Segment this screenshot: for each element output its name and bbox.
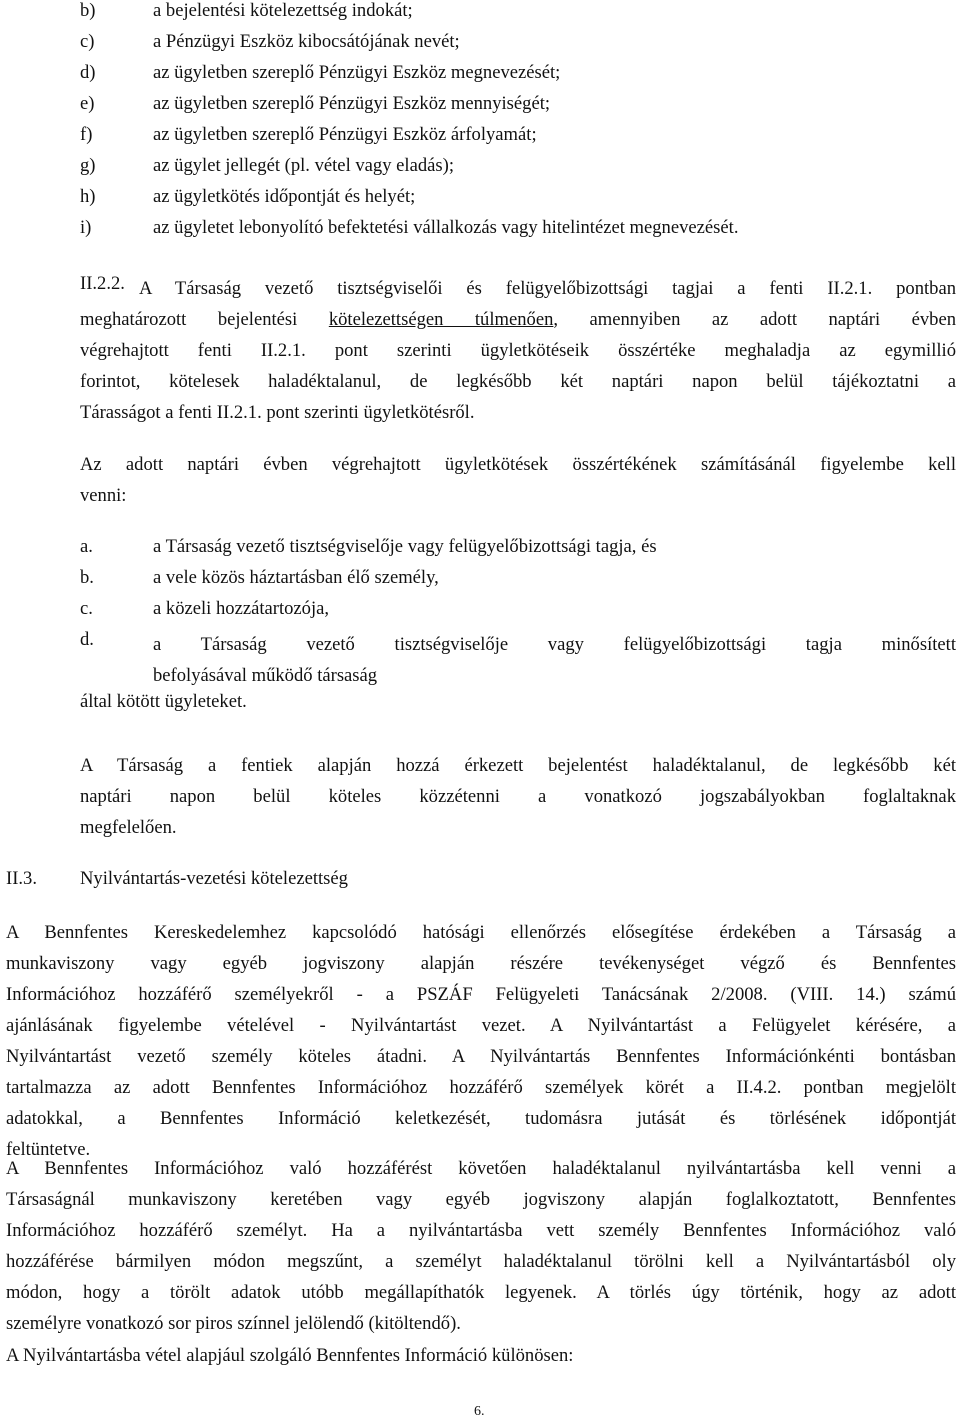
paragraph-line: módon, hogy a törölt adatok utóbb megállapíthatók legyenek. A törlés úgy történik, hogy az adott — [6, 1282, 956, 1303]
list-item-label: i) — [80, 217, 92, 238]
list-item-label: d) — [80, 62, 96, 83]
paragraph-line: személyre vonatkozó sor piros színnel jelölendő (kitöltendő). — [6, 1313, 461, 1334]
list-item-text: az ügyletkötés időpontját és helyét; — [153, 186, 416, 207]
section-222-paragraph — [80, 273, 956, 428]
list-item-text: az ügyletet lebonyolító befektetési vállalkozás vagy hitelintézet megnevezését. — [153, 217, 739, 238]
list-item-label: a. — [80, 536, 93, 557]
paragraph-line: forintot, kötelesek haladéktalanul, de legkésőbb két naptári napon belül tájékoztatni a — [80, 371, 956, 392]
paragraph-line: munkaviszony vagy egyéb jogviszony alapján részére tevékenységet végző és Bennfentes — [6, 953, 956, 974]
list-item-label: g) — [80, 155, 96, 176]
list-item-text: az ügyletben szereplő Pénzügyi Eszköz megnevezését; — [153, 62, 561, 83]
paragraph-line: A Bennfentes Információhoz való hozzáférést követően haladéktalanul nyilvántartásba kell venni a — [6, 1158, 956, 1179]
paragraph-line: Az adott naptári évben végrehajtott ügyletkötések összértékének számításánál figyelembe kell — [80, 454, 956, 475]
paragraph-line: ajánlásának figyelembe vételével - Nyilvántartást vezet. A Nyilvántartást a Felügyelet kérésére, a — [6, 1015, 956, 1036]
paragraph-line: A Társaság a fentiek alapján hozzá érkezett bejelentést haladéktalanul, de legkésőbb két — [80, 755, 956, 776]
publish-paragraph — [80, 750, 956, 843]
paragraph-line: Információhoz hozzáférő személyt. Ha a nyilvántartásba vett személy Bennfentes Információhoz való — [6, 1220, 956, 1241]
paragraph-line: feltüntetve. — [6, 1139, 91, 1160]
list-item-text: az ügylet jellegét (pl. vétel vagy eladás); — [153, 155, 454, 176]
list-item-text: a Társaság vezető tisztségviselője vagy felügyelőbizottsági tagja, és — [153, 536, 657, 557]
paragraph-line: hozzáférése bármilyen módon megszűnt, a személyt haladéktalanul törölni kell a Nyilvántartásból oly — [6, 1251, 956, 1272]
section-number: II.3. — [6, 868, 37, 889]
list-item-text — [153, 629, 956, 691]
paragraph-line: meghatározott bejelentési kötelezettségen túlmenően, amennyiben az adott naptári évben — [80, 309, 956, 330]
page-number: 6. — [474, 1404, 485, 1419]
list-item-text: a vele közös háztartásban élő személy, — [153, 567, 439, 588]
paragraph-line: Nyilvántartást vezető személy köteles átadni. A Nyilvántartás Bennfentes Információnkénti bontásban — [6, 1046, 956, 1067]
calc-outro: által kötött ügyleteket. — [80, 691, 247, 712]
list-item-label: b) — [80, 0, 96, 21]
list-item-text: a Pénzügyi Eszköz kibocsátójának nevét; — [153, 31, 460, 52]
list-item-label: e) — [80, 93, 95, 114]
paragraph-line: Tárasságot a fenti II.2.1. pont szerinti ügyletkötésről. — [80, 402, 475, 423]
list-item-label: c) — [80, 31, 95, 52]
list-item-label: b. — [80, 567, 94, 588]
section-title: Nyilvántartás-vezetési kötelezettség — [80, 868, 348, 889]
paragraph-line: végrehajtott fenti II.2.1. pont szerinti ügyletkötéseik összértéke meghaladja az egymillió — [80, 340, 956, 361]
paragraph-line: tartalmazza az adott Bennfentes Információhoz hozzáférő személyek körét a II.4.2. pontban megjelölt — [6, 1077, 956, 1098]
calc-intro-paragraph — [80, 449, 956, 511]
paragraph-line: a Társaság vezető tisztségviselője vagy felügyelőbizottsági tagja minősített — [153, 634, 956, 655]
paragraph-line: megfelelően. — [80, 817, 177, 838]
record-keeping-paragraph — [6, 917, 956, 1165]
list-item-text: az ügyletben szereplő Pénzügyi Eszköz árfolyamát; — [153, 124, 537, 145]
list-item-label: c. — [80, 598, 93, 619]
list-item-text: a közeli hozzátartozója, — [153, 598, 330, 619]
list-item-label: h) — [80, 186, 96, 207]
paragraph-line: befolyásával működő társaság — [153, 665, 378, 686]
paragraph-line: Információhoz hozzáférő személyekről - a PSZÁF Felügyeleti Tanácsának 2/2008. (VIII. 14.) számú — [6, 984, 956, 1005]
closing-sentence: A Nyilvántartásba vétel alapjául szolgáló Bennfentes Információ különösen: — [6, 1345, 574, 1366]
paragraph-line: A Társaság vezető tisztségviselői és felügyelőbizottsági tagjai a fenti II.2.1. pontban — [139, 278, 956, 299]
paragraph-line: A Bennfentes Kereskedelemhez kapcsolódó hatósági ellenőrzés elősegítése érdekében a Társaság a — [6, 922, 956, 943]
paragraph-line: adatokkal, a Bennfentes Információ keletkezését, tudomásra jutását és törlésének időpontját — [6, 1108, 956, 1129]
list-item-label: f) — [80, 124, 93, 145]
paragraph-line: naptári napon belül köteles közzétenni a vonatkozó jogszabályokban foglaltaknak — [80, 786, 956, 807]
list-item-label: d. — [80, 629, 94, 650]
list-item-text: a bejelentési kötelezettség indokát; — [153, 0, 413, 21]
paragraph-line: venni: — [80, 485, 127, 506]
section-number: II.2.2. — [80, 273, 125, 294]
registration-paragraph — [6, 1153, 956, 1339]
underlined-phrase: kötelezettségen túlmenően — [328, 309, 554, 330]
paragraph-line: Társaságnál munkaviszony keretében vagy egyéb jogviszony alapján foglalkoztatott, Bennfentes — [6, 1189, 956, 1210]
list-item-text: az ügyletben szereplő Pénzügyi Eszköz mennyiségét; — [153, 93, 551, 114]
